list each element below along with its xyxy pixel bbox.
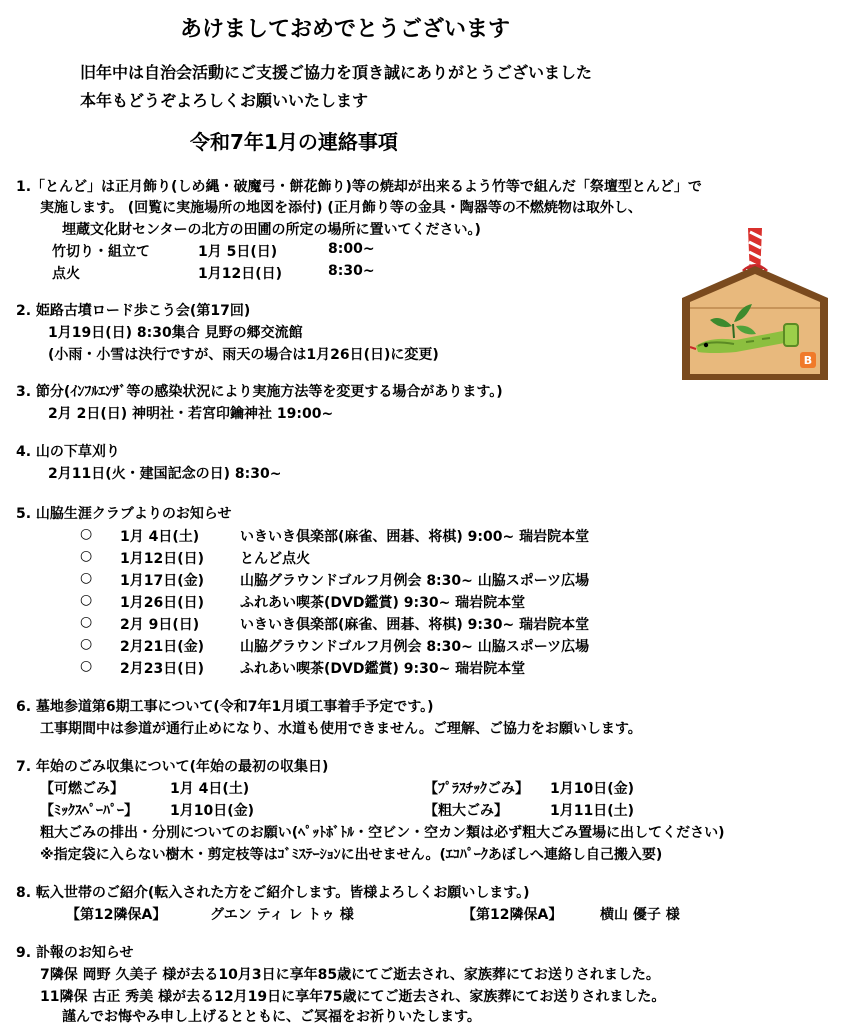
main-title: 令和7年1月の連絡事項 xyxy=(190,130,398,154)
bullet-icon: ○ xyxy=(80,592,93,608)
ema-plaque-icon xyxy=(676,228,838,388)
s3-heading: 3. 節分(ｲﾝﾌﾙｴﾝｻﾞ等の感染状況により実施方法等を変更する場合があります。) xyxy=(16,384,503,400)
bullet-icon: ○ xyxy=(80,658,93,674)
s5-event-text: 山脇グラウンドゴルフ月例会 8:30~ 山脇スポーツ広場 xyxy=(240,639,590,655)
s5-event-text: いきいき倶楽部(麻雀、囲碁、将棋) 9:00~ 瑞岩院本堂 xyxy=(240,529,590,545)
s5-event-row xyxy=(0,614,720,634)
s9-line-2: 11隣保 古正 秀美 様が去る12月19日に享年75歳にてご逝去され、家族葬にてお送りされました。 xyxy=(40,989,666,1005)
s5-event-row xyxy=(0,570,720,590)
s5-event-date: 1月26日(日) xyxy=(120,595,205,611)
s6-line-1: 工事期間中は参道が通行止めになり、水道も使用できません。ご理解、ご協力をお願いします。 xyxy=(40,721,642,737)
s8-group-a: 【第12隣保A】 xyxy=(66,907,167,923)
s7-val-oversized: 1月11日(土) xyxy=(550,803,635,819)
s1-line-1: 1.「とんど」は正月飾り(しめ縄・破魔弓・餅花飾り)等の焼却が出来るよう竹等で組んだ「祭壇型とんど」で xyxy=(16,179,702,195)
s5-event-text: とんど点火 xyxy=(240,551,310,567)
s7-note-1: 粗大ごみの排出・分別についてのお願い(ﾍﾟｯﾄﾎﾞﾄﾙ・空ビン・空カン類は必ず粗大ごみ置場に出してください) xyxy=(40,825,725,841)
s7-heading: 7. 年始のごみ収集について(年始の最初の収集日) xyxy=(16,759,329,775)
s5-event-row xyxy=(0,592,720,612)
s9-line-1: 7隣保 岡野 久美子 様が去る10月3日に享年85歳にてご逝去され、家族葬にてお送りされました。 xyxy=(40,967,660,983)
bullet-icon: ○ xyxy=(80,570,93,586)
s5-event-date: 2月 9日(日) xyxy=(120,617,200,633)
s5-event-row xyxy=(0,658,720,678)
s5-event-date: 1月17日(金) xyxy=(120,573,205,589)
s5-event-date: 1月12日(日) xyxy=(120,551,205,567)
greeting-line-2: 本年もどうぞよろしくお願いいたします xyxy=(80,91,369,110)
s1-line-3: 埋蔵文化財センターの北方の田圃の所定の場所に置いてください。) xyxy=(62,222,481,238)
s5-event-row xyxy=(0,526,720,546)
s8-group-b: 【第12隣保A】 xyxy=(462,907,563,923)
bullet-icon: ○ xyxy=(80,526,93,542)
s1-row-build-date: 1月 5日(日) xyxy=(198,244,278,260)
s8-name-b: 横山 優子 様 xyxy=(600,907,680,923)
s1-row-fire-time: 8:30~ xyxy=(328,263,375,279)
s2-heading: 2. 姫路古墳ロード歩こう会(第17回) xyxy=(16,303,251,319)
s7-key-burnable: 【可燃ごみ】 xyxy=(40,781,124,797)
s7-key-plastic: 【ﾌﾟﾗｽﾁｯｸごみ】 xyxy=(424,781,529,797)
s6-heading: 6. 墓地参道第6期工事について(令和7年1月頃工事着手予定です。) xyxy=(16,699,434,715)
s5-event-date: 2月23日(日) xyxy=(120,661,205,677)
s1-row-build-label: 竹切り・組立て xyxy=(52,244,150,260)
s5-event-date: 2月21日(金) xyxy=(120,639,205,655)
ema-plaque-illustration xyxy=(676,228,838,388)
bullet-icon: ○ xyxy=(80,636,93,652)
s1-row-build-time: 8:00~ xyxy=(328,241,375,257)
s5-event-row xyxy=(0,636,720,656)
s9-line-3: 謹んでお悔やみ申し上げるとともに、ご冥福をお祈りいたします。 xyxy=(62,1009,481,1025)
s8-heading: 8. 転入世帯のご紹介(転入された方をご紹介します。皆様よろしくお願いします。) xyxy=(16,885,530,901)
s3-line-1: 2月 2日(日) 神明社・若宮印鑰神社 19:00~ xyxy=(48,406,334,422)
s1-row-build xyxy=(0,241,700,261)
s7-key-oversized: 【粗大ごみ】 xyxy=(424,803,508,819)
bullet-icon: ○ xyxy=(80,548,93,564)
s1-line-2: 実施します。 (回覧に実施場所の地図を添付) (正月飾り等の金具・陶器等の不燃焼物は取外し、 xyxy=(40,200,642,216)
s7-row-2 xyxy=(0,800,720,820)
s5-event-text: いきいき倶楽部(麻雀、囲碁、将棋) 9:30~ 瑞岩院本堂 xyxy=(240,617,590,633)
s7-val-mixed-paper: 1月10日(金) xyxy=(170,803,255,819)
s7-row-1 xyxy=(0,778,720,798)
s5-event-date: 1月 4日(土) xyxy=(120,529,200,545)
greeting-title: あけましておめでとうございます xyxy=(180,17,511,42)
bullet-icon: ○ xyxy=(80,614,93,630)
s5-event-text: ふれあい喫茶(DVD鑑賞) 9:30~ 瑞岩院本堂 xyxy=(240,661,526,677)
s7-val-plastic: 1月10日(金) xyxy=(550,781,635,797)
s7-key-mixed-paper: 【ﾐｯｸｽﾍﾟｰﾊﾟｰ】 xyxy=(40,803,138,819)
greeting-line-1: 旧年中は自治会活動にご支援ご協力を頂き誠にありがとうございました xyxy=(80,63,593,82)
s1-row-fire-date: 1月12日(日) xyxy=(198,266,283,282)
s1-row-fire-label: 点火 xyxy=(52,266,80,282)
s2-line-2: (小雨・小雪は決行ですが、雨天の場合は1月26日(日)に変更) xyxy=(48,347,439,363)
s5-event-text: ふれあい喫茶(DVD鑑賞) 9:30~ 瑞岩院本堂 xyxy=(240,595,526,611)
s4-line-1: 2月11日(火・建国記念の日) 8:30~ xyxy=(48,466,282,482)
s5-event-text: 山脇グラウンドゴルフ月例会 8:30~ 山脇スポーツ広場 xyxy=(240,573,590,589)
s1-row-fire xyxy=(0,263,700,283)
s4-heading: 4. 山の下草刈り xyxy=(16,444,120,460)
s8-name-a: グエン ティ レ トゥ 様 xyxy=(210,907,354,923)
s8-row xyxy=(0,904,720,924)
s2-line-1: 1月19日(日) 8:30集合 見野の郷交流館 xyxy=(48,325,303,341)
badge-label: B xyxy=(803,354,813,367)
s7-val-burnable: 1月 4日(土) xyxy=(170,781,250,797)
s7-note-2: ※指定袋に入らない樹木・剪定枝等はｺﾞﾐｽﾃｰｼｮﾝに出せません。(ｴｺﾊﾟｰｸあぼしへ連絡し自己搬入要) xyxy=(40,847,663,863)
s9-heading: 9. 訃報のお知らせ xyxy=(16,945,134,961)
s5-event-row xyxy=(0,548,720,568)
s5-heading: 5. 山脇生涯クラブよりのお知らせ xyxy=(16,506,232,522)
